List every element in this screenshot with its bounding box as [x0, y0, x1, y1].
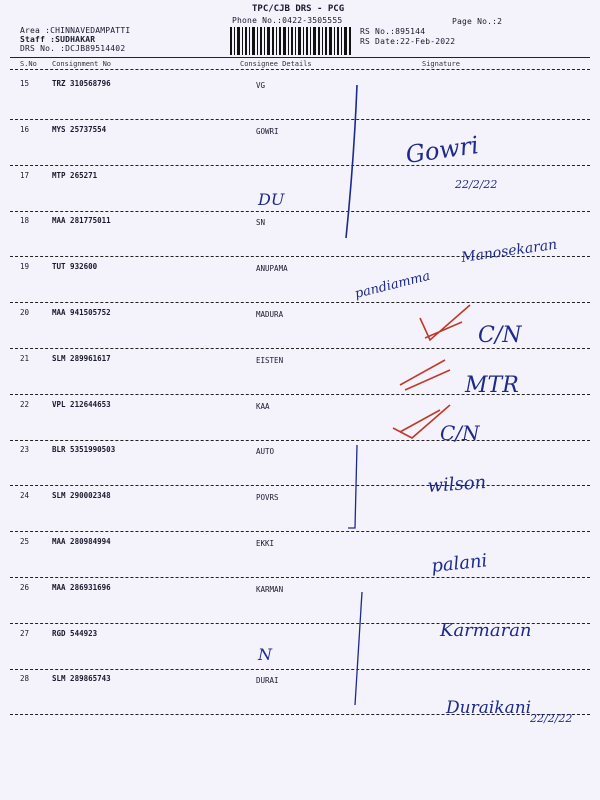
row-divider [10, 394, 590, 395]
sig-n: N [258, 645, 272, 664]
row-divider [10, 256, 590, 257]
row-divider [10, 165, 590, 166]
row-sno: 24 [20, 491, 30, 501]
row-divider [10, 714, 590, 715]
header-rule [10, 57, 590, 58]
row-consignee: KARMAN [256, 584, 284, 594]
row-consignee: VG [256, 81, 266, 90]
row-consignee: POVRS [256, 493, 279, 503]
sig-cn-2: C/N [440, 421, 480, 445]
row-divider [10, 119, 590, 120]
bracket-stroke-mid [348, 445, 357, 528]
row-sno: 17 [20, 170, 30, 180]
red-mark-row20 [420, 305, 470, 340]
sig-date-1: 22/2/22 [455, 178, 498, 191]
row-consignee: SN [256, 218, 266, 228]
row-consignment-no: MAA 280984994 [52, 537, 111, 546]
row-consignment-no: SLM 289865743 [52, 674, 111, 684]
row-consignment-no: TRZ 310568796 [52, 79, 111, 88]
sig-du: DU [258, 190, 285, 209]
row-divider [10, 485, 590, 486]
row-consignee: EISTEN [256, 355, 284, 365]
sig-gowri: Gowri [403, 131, 481, 169]
row-consignment-no: SLM 289961617 [52, 353, 111, 363]
page-number: Page No.:2 [452, 17, 503, 26]
row-consignee: GOWRI [256, 126, 279, 136]
row-divider [10, 302, 590, 303]
row-consignment-no: MAA 286931696 [52, 582, 111, 592]
row-consignment-no: RGD 544923 [52, 628, 98, 638]
row-sno: 20 [20, 308, 30, 317]
header-bottom-rule [10, 69, 590, 70]
row-sno: 15 [20, 79, 30, 88]
sig-duraikani: Duraikani [446, 698, 532, 718]
phone-number: Phone No.:0422-3505555 [232, 16, 343, 25]
row-sno: 28 [20, 674, 30, 684]
row-consignee: DURAI [256, 676, 279, 686]
red-mark-row22 [393, 405, 450, 438]
sig-mtr: MTR [465, 373, 519, 398]
row-consignee: KAA [256, 401, 270, 411]
row-consignee: ANUPAMA [256, 264, 288, 274]
row-consignment-no: TUT 932600 [52, 262, 98, 272]
row-consignment-no: MYS 25737554 [52, 124, 107, 134]
rs-date: RS Date:22-Feb-2022 [360, 37, 456, 46]
document-title: TPC/CJB DRS - PCG [252, 4, 345, 14]
row-divider [10, 440, 590, 441]
row-sno: 26 [20, 582, 30, 592]
sig-karmaran: Karmaran [440, 620, 532, 641]
row-sno: 19 [20, 262, 30, 272]
row-consignment-no: MAA 941505752 [52, 308, 111, 317]
col-header-sno: S.No [20, 60, 37, 68]
row-sno: 21 [20, 353, 30, 363]
row-consignee: MADURA [256, 310, 284, 319]
col-header-signature: Signature [422, 60, 460, 68]
row-sno: 27 [20, 628, 30, 638]
row-divider [10, 623, 590, 624]
row-sno: 25 [20, 537, 30, 546]
barcode-icon [230, 27, 352, 55]
red-mark-row21 [400, 360, 450, 390]
sig-cn-1: C/N [478, 323, 522, 348]
row-sno: 18 [20, 216, 30, 226]
area-label: Area :CHINNAVEDAMPATTI [20, 26, 131, 35]
col-header-consignee: Consignee Details [240, 60, 312, 68]
row-consignee: AUTO [256, 447, 275, 457]
col-header-consignment: Consignment No [52, 60, 112, 68]
sig-palani: palani [430, 550, 489, 577]
row-consignment-no: MAA 281775011 [52, 216, 111, 226]
row-sno: 16 [20, 124, 30, 134]
row-consignment-no: BLR 5351990503 [52, 445, 116, 455]
row-consignment-no: MTP 265271 [52, 170, 98, 180]
rs-number: RS No.:895144 [360, 27, 426, 36]
row-consignment-no: SLM 290002348 [52, 491, 111, 501]
row-sno: 23 [20, 445, 30, 455]
sig-manosekaran: Manosekaran [460, 236, 559, 266]
sig-wilson: wilson [426, 471, 487, 497]
drs-number: DRS No. :DCJB89514402 [20, 44, 126, 53]
bracket-stroke-top [346, 85, 357, 238]
row-divider [10, 348, 590, 349]
row-sno: 22 [20, 399, 30, 409]
sig-pandiamma: pandiamma [353, 268, 432, 302]
row-divider [10, 577, 590, 578]
row-divider [10, 531, 590, 532]
staff-label: Staff :SUDHAKAR [20, 35, 96, 44]
row-consignee: EKKI [256, 539, 275, 548]
row-consignment-no: VPL 212644653 [52, 399, 111, 409]
row-divider [10, 211, 590, 212]
sig-date-2: 22/2/22 [530, 712, 573, 725]
row-divider [10, 669, 590, 670]
bracket-stroke-bottom [355, 592, 362, 705]
